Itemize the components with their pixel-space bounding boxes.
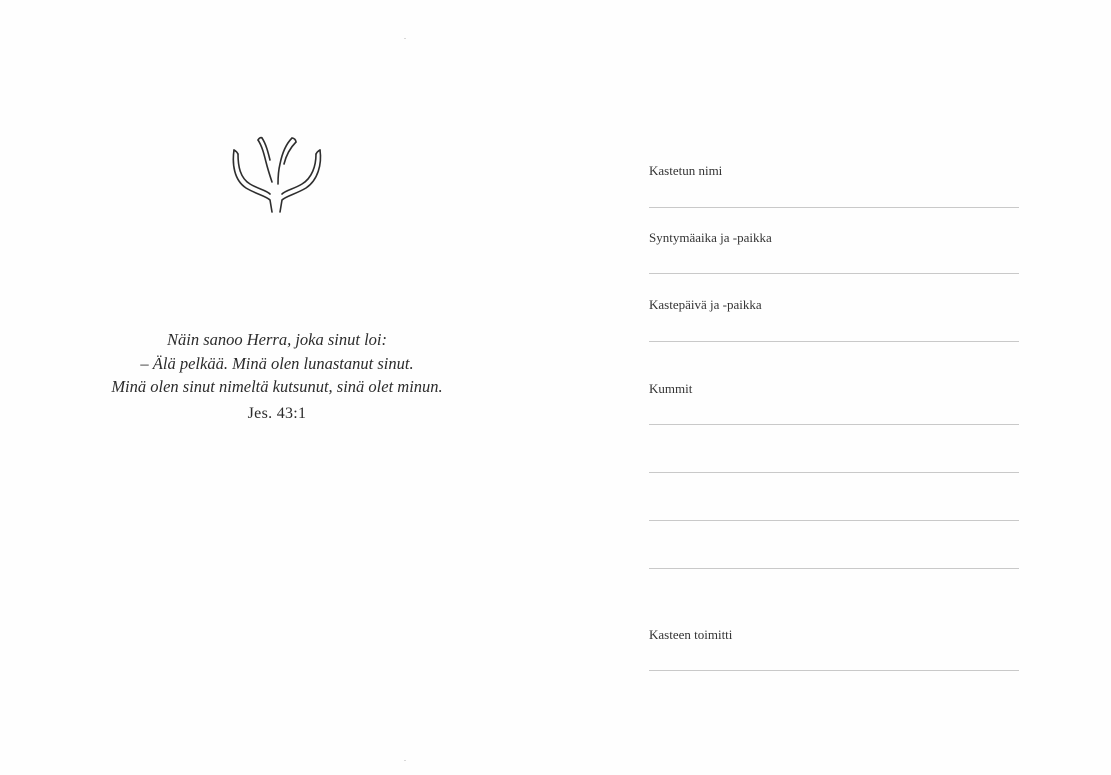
birth-label: Syntymäaika ja -paikka <box>649 230 772 245</box>
verse-line-1: Näin sanoo Herra, joka sinut loi: <box>166 330 387 349</box>
verse-line-2: – Älä pelkää. Minä olen lunastanut sinut. <box>140 353 414 373</box>
dove-icon <box>226 132 326 216</box>
baptism-date-place-line[interactable] <box>649 341 1019 342</box>
paper-speck <box>404 38 406 39</box>
baptism-date-place-label: Kastepäivä ja -paikka <box>649 297 762 312</box>
godparent-line[interactable] <box>649 568 1019 569</box>
verse-line-3: Minä olen sinut nimeltä kutsunut, sinä olet minun. <box>111 377 443 396</box>
baptized-name-line[interactable] <box>649 207 1019 208</box>
godparent-line[interactable] <box>649 424 1019 425</box>
verse-reference: Jes. 43:1 <box>247 404 307 422</box>
scripture-verse <box>90 328 464 423</box>
godparent-line[interactable] <box>649 472 1019 473</box>
godparent-line[interactable] <box>649 520 1019 521</box>
officiant-label: Kasteen toimitti <box>649 627 733 642</box>
godparents-label: Kummit <box>649 381 693 396</box>
baptized-name-label: Kastetun nimi <box>649 163 723 178</box>
paper-speck <box>404 760 406 761</box>
birth-line[interactable] <box>649 273 1019 274</box>
officiant-line[interactable] <box>649 670 1019 671</box>
